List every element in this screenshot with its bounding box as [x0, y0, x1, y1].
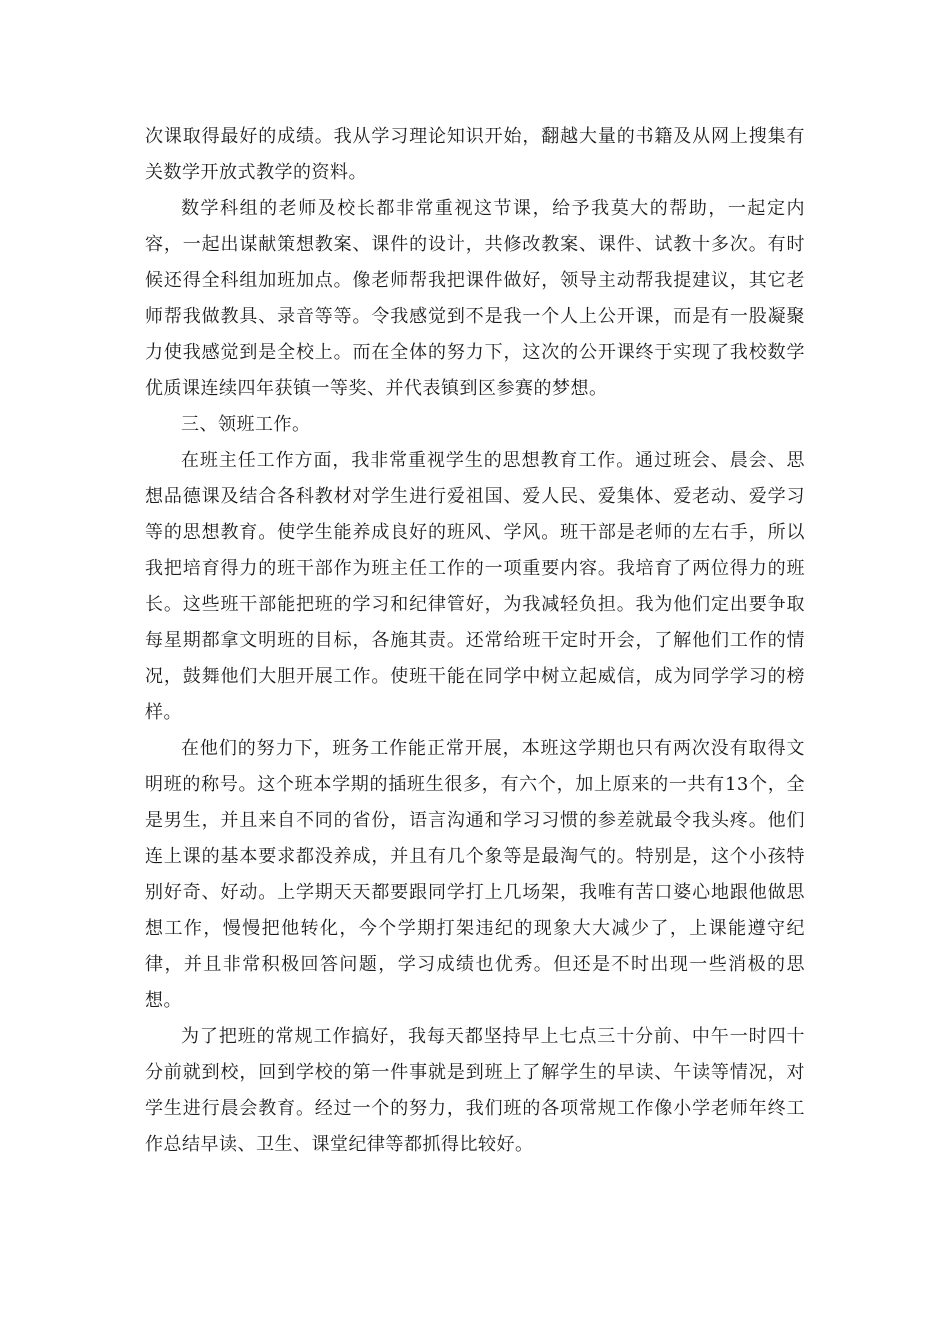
- paragraph-2: 数学科组的老师及校长都非常重视这节课，给予我莫大的帮助，一起定内容，一起出谋献策想教案、课件的设计，共修改教案、课件、试教十多次。有时候还得全科组加班加点。像老师帮我把课件做好，领导主动帮我提建议，其它老师帮我做教具、录音等等。令我感觉到不是我一个人上公开课，而是有一股凝聚力使我感觉到是全校上。而在全体的努力下，这次的公开课终于实现了我校数学优质课连续四年获镇一等奖、并代表镇到区参赛的梦想。: [145, 198, 805, 399]
- paragraph-3: 在班主任工作方面，我非常重视学生的思想教育工作。通过班会、晨会、思想品德课及结合各科教材对学生进行爱祖国、爱人民、爱集体、爱老动、爱学习等的思想教育。使学生能养成良好的班风、学风。班干部是老师的左右手，所以我把培育得力的班干部作为班主任工作的一项重要内容。我培育了两位得力的班长。这些班干部能把班的学习和纪律管好，为我减轻负担。我为他们定出要争取每星期都拿文明班的目标，各施其责。还常给班干定时开会，了解他们工作的情况，鼓舞他们大胆开展工作。使班干能在同学中树立起威信，成为同学学习的榜样。: [145, 450, 805, 723]
- paragraph-1: 次课取得最好的成绩。我从学习理论知识开始，翻越大量的书籍及从网上搜集有关数学开放式教学的资料。: [145, 126, 805, 183]
- section-heading: 三、领班工作。: [181, 414, 311, 435]
- document-body: [145, 119, 805, 1163]
- paragraph-5: 为了把班的常规工作搞好，我每天都坚持早上七点三十分前、中午一时四十分前就到校，回到学校的第一件事就是到班上了解学生的早读、午读等情况，对学生进行晨会教育。经过一个的努力，我们班的各项常规工作像小学老师年终工作总结早读、卫生、课堂纪律等都抓得比较好。: [145, 1026, 805, 1155]
- paragraph-4: 在他们的努力下，班务工作能正常开展，本班这学期也只有两次没有取得文明班的称号。这个班本学期的插班生很多，有六个，加上原来的一共有13个，全是男生，并且来自不同的省份，语言沟通和学习习惯的参差就最令我头疼。他们连上课的基本要求都没养成，并且有几个象等是最淘气的。特别是，这个小孩特别好奇、好动。上学期天天都要跟同学打上几场架，我唯有苦口婆心地跟他做思想工作，慢慢把他转化，今个学期打架违纪的现象大大减少了，上课能遵守纪律，并且非常积极回答问题，学习成绩也优秀。但还是不时出现一些消极的思想。: [145, 738, 805, 1011]
